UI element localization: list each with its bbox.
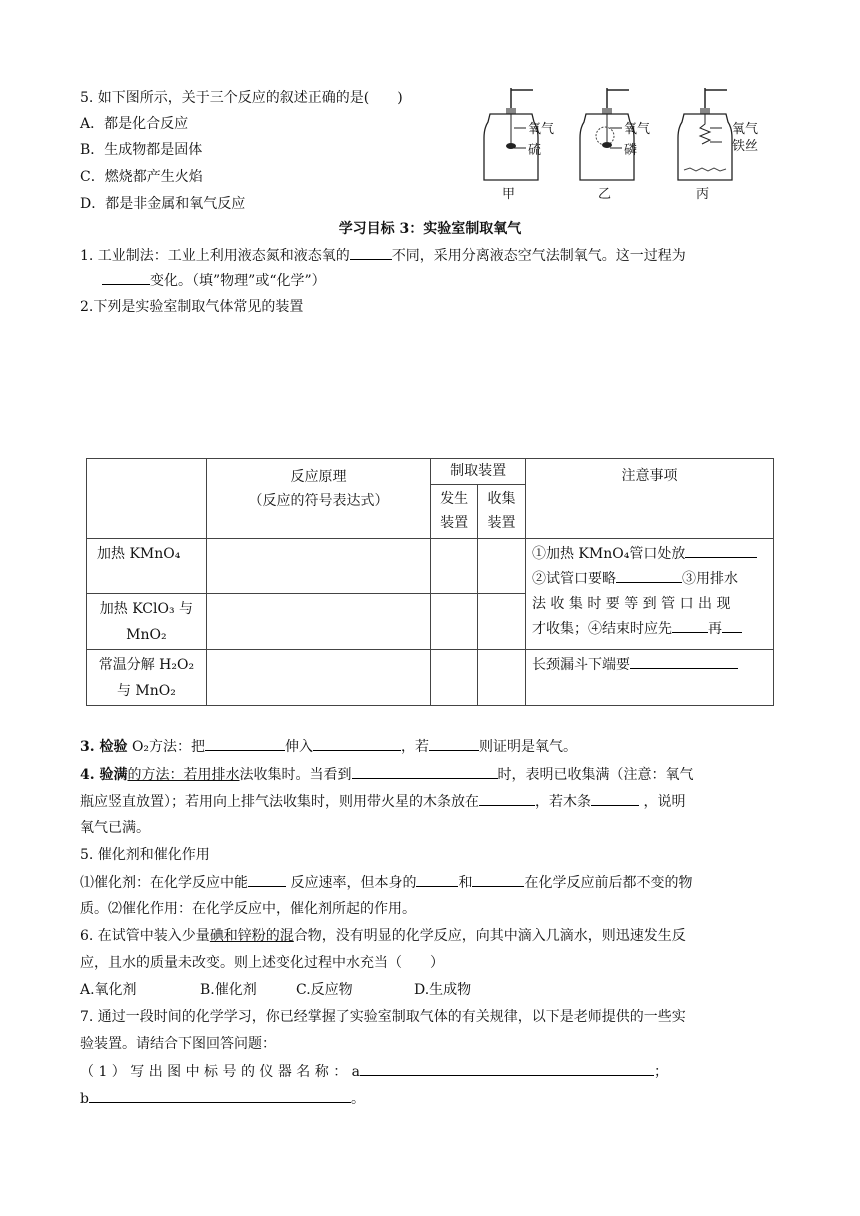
blank-q7-a[interactable] xyxy=(360,1061,654,1076)
q6-option-a: A.氧化剂 xyxy=(80,982,137,998)
header-col-2: 装置 xyxy=(487,515,516,531)
blank-q7-b[interactable] xyxy=(89,1088,351,1103)
header-principle: 反应原理 xyxy=(290,469,347,485)
blank-note-3[interactable] xyxy=(672,618,708,633)
q7-line2: 验装置。请结合下图回答问题： xyxy=(80,1036,276,1052)
row-kmno4-col[interactable] xyxy=(478,539,526,594)
q4-line2: 瓶应竖直放置）；若用向上排气法收集时，则用带火星的木条放在 ，若木条 ，说明 xyxy=(80,791,685,812)
oxygen-preparation-table xyxy=(86,458,774,706)
blank-note-1[interactable] xyxy=(685,543,757,558)
combustion-jars-figure xyxy=(478,88,778,203)
blank-q3-2[interactable] xyxy=(313,736,401,751)
label-oxygen-jia: 氧气 xyxy=(528,122,555,137)
q5-option-c: C．燃烧都产生火焰 xyxy=(80,169,203,185)
label-phosphorus: 磷 xyxy=(624,143,638,158)
blank-q4-1[interactable] xyxy=(352,764,498,779)
section-heading: 学习目标 3：实验室制取氧气 xyxy=(338,221,522,237)
blank-cat-1[interactable] xyxy=(248,872,286,887)
blank-q3-3[interactable] xyxy=(429,736,479,751)
jar-jia xyxy=(484,88,554,202)
q5-option-a: A．都是化合反应 xyxy=(80,116,189,132)
row-kmno4-gen[interactable] xyxy=(431,539,478,594)
q1-line1: 1. 工业制法：工业上利用液态氮和液态氧的 不同，采用分离液态空气法制氧气。这一过程为 xyxy=(80,245,686,266)
blank-note-4[interactable] xyxy=(722,618,742,633)
label-oxygen-yi: 氧气 xyxy=(624,122,651,137)
label-yi: 乙 xyxy=(598,187,612,202)
label-oxygen-bing: 氧气 xyxy=(732,122,759,137)
header-empty-cell xyxy=(87,459,207,539)
blank-note-5[interactable] xyxy=(630,654,738,669)
jar-bing xyxy=(678,88,758,202)
blank-q1-1[interactable] xyxy=(350,245,392,260)
row-h2o2-label-1: 常温分解 H₂O₂ xyxy=(98,657,195,673)
q6-option-c: C.反应物 xyxy=(296,982,353,998)
q6-line2: 应，且水的质量未改变。则上述变化过程中水充当（ ） xyxy=(80,955,444,971)
q6-option-b: B.催化剂 xyxy=(200,982,257,998)
catalyst-line2: 质。⑵催化作用：在化学反应中，催化剂所起的作用。 xyxy=(80,901,416,917)
row-h2o2-col[interactable] xyxy=(478,650,526,706)
jar-yi xyxy=(580,88,650,202)
row-kclo3-principle[interactable] xyxy=(206,594,430,650)
q1-line2: 变化。（填”物理”或“化学”） xyxy=(80,270,326,291)
row-h2o2-label-2: 与 MnO₂ xyxy=(116,683,176,699)
q5-option-d: D．都是非金属和氧气反应 xyxy=(80,196,246,212)
label-sulfur: 硫 xyxy=(528,143,542,158)
header-gen-1: 发生 xyxy=(440,491,469,507)
header-col-1: 收集 xyxy=(487,491,516,507)
label-jia: 甲 xyxy=(502,187,516,202)
catalyst-title: 5. 催化剂和催化作用 xyxy=(80,847,210,863)
blank-cat-2[interactable] xyxy=(416,872,458,887)
label-bing: 丙 xyxy=(696,187,710,202)
blank-q4-2[interactable] xyxy=(479,791,535,806)
notes-cell: ①加热 KMnO₄管口处放 ②试管口要略 ③用排水 法 收 集 时 要 等 到 管 口 出 现 才收集；④结束时应先 再 xyxy=(525,539,773,650)
header-gen-2: 装置 xyxy=(440,515,469,531)
row-kclo3-label-2: MnO₂ xyxy=(126,627,167,643)
q6-line1: 6. 在试管中装入少量碘和锌粉的混合物，没有明显的化学反应，向其中滴入几滴水，则迅速发生反 xyxy=(80,928,686,944)
q7-line1: 7. 通过一段时间的化学学习，你已经掌握了实验室制取气体的有关规律，以下是老师提供的一些实 xyxy=(80,1009,686,1025)
q4-line3: 氧气已满。 xyxy=(80,820,150,836)
row-h2o2-gen[interactable] xyxy=(431,650,478,706)
blank-note-2[interactable] xyxy=(616,568,682,583)
header-notes: 注意事项 xyxy=(525,459,773,539)
blank-q3-1[interactable] xyxy=(205,736,285,751)
row-kclo3-gen[interactable] xyxy=(431,594,478,650)
catalyst-line1: ⑴催化剂：在化学反应中能 反应速率，但本身的 和 在化学反应前后都不变的物 xyxy=(80,872,692,893)
q7-line3: （ 1 ） 写 出 图 中 标 号 的 仪 器 名 称 ： a ； xyxy=(80,1061,668,1082)
row-kclo3-col[interactable] xyxy=(478,594,526,650)
blank-q1-2[interactable] xyxy=(102,270,150,285)
q6-option-d: D.生成物 xyxy=(414,982,472,998)
q5-option-b: B．生成物都是固体 xyxy=(80,142,203,158)
notes-h2o2: 长颈漏斗下端要 xyxy=(525,650,773,706)
q3-line: 3. 检验 O₂方法：把 伸入 ，若 则证明是氧气。 xyxy=(80,736,577,757)
q6-options xyxy=(80,980,471,1000)
q2-text: 2.下列是实验室制取气体常见的装置 xyxy=(80,299,304,315)
q5-stem: 5. 如下图所示，关于三个反应的叙述正确的是( ) xyxy=(80,90,403,106)
header-principle-sub: （反应的符号表达式） xyxy=(248,493,389,509)
header-device: 制取装置 xyxy=(431,459,526,485)
label-iron-wire: 铁丝 xyxy=(732,139,759,154)
blank-cat-3[interactable] xyxy=(472,872,524,887)
row-h2o2-principle[interactable] xyxy=(206,650,430,706)
row-kmno4-principle[interactable] xyxy=(206,539,430,594)
q7-line4: b 。 xyxy=(80,1088,365,1109)
row-kclo3-label-1: 加热 KClO₃ 与 xyxy=(99,601,194,617)
q4-line1: 4. 验满的方法：若用排水法收集时。当看到 时，表明已收集满（注意：氧气 xyxy=(80,764,694,785)
blank-q4-3[interactable] xyxy=(591,791,639,806)
row-kmno4-label: 加热 KMnO₄ xyxy=(87,539,207,594)
